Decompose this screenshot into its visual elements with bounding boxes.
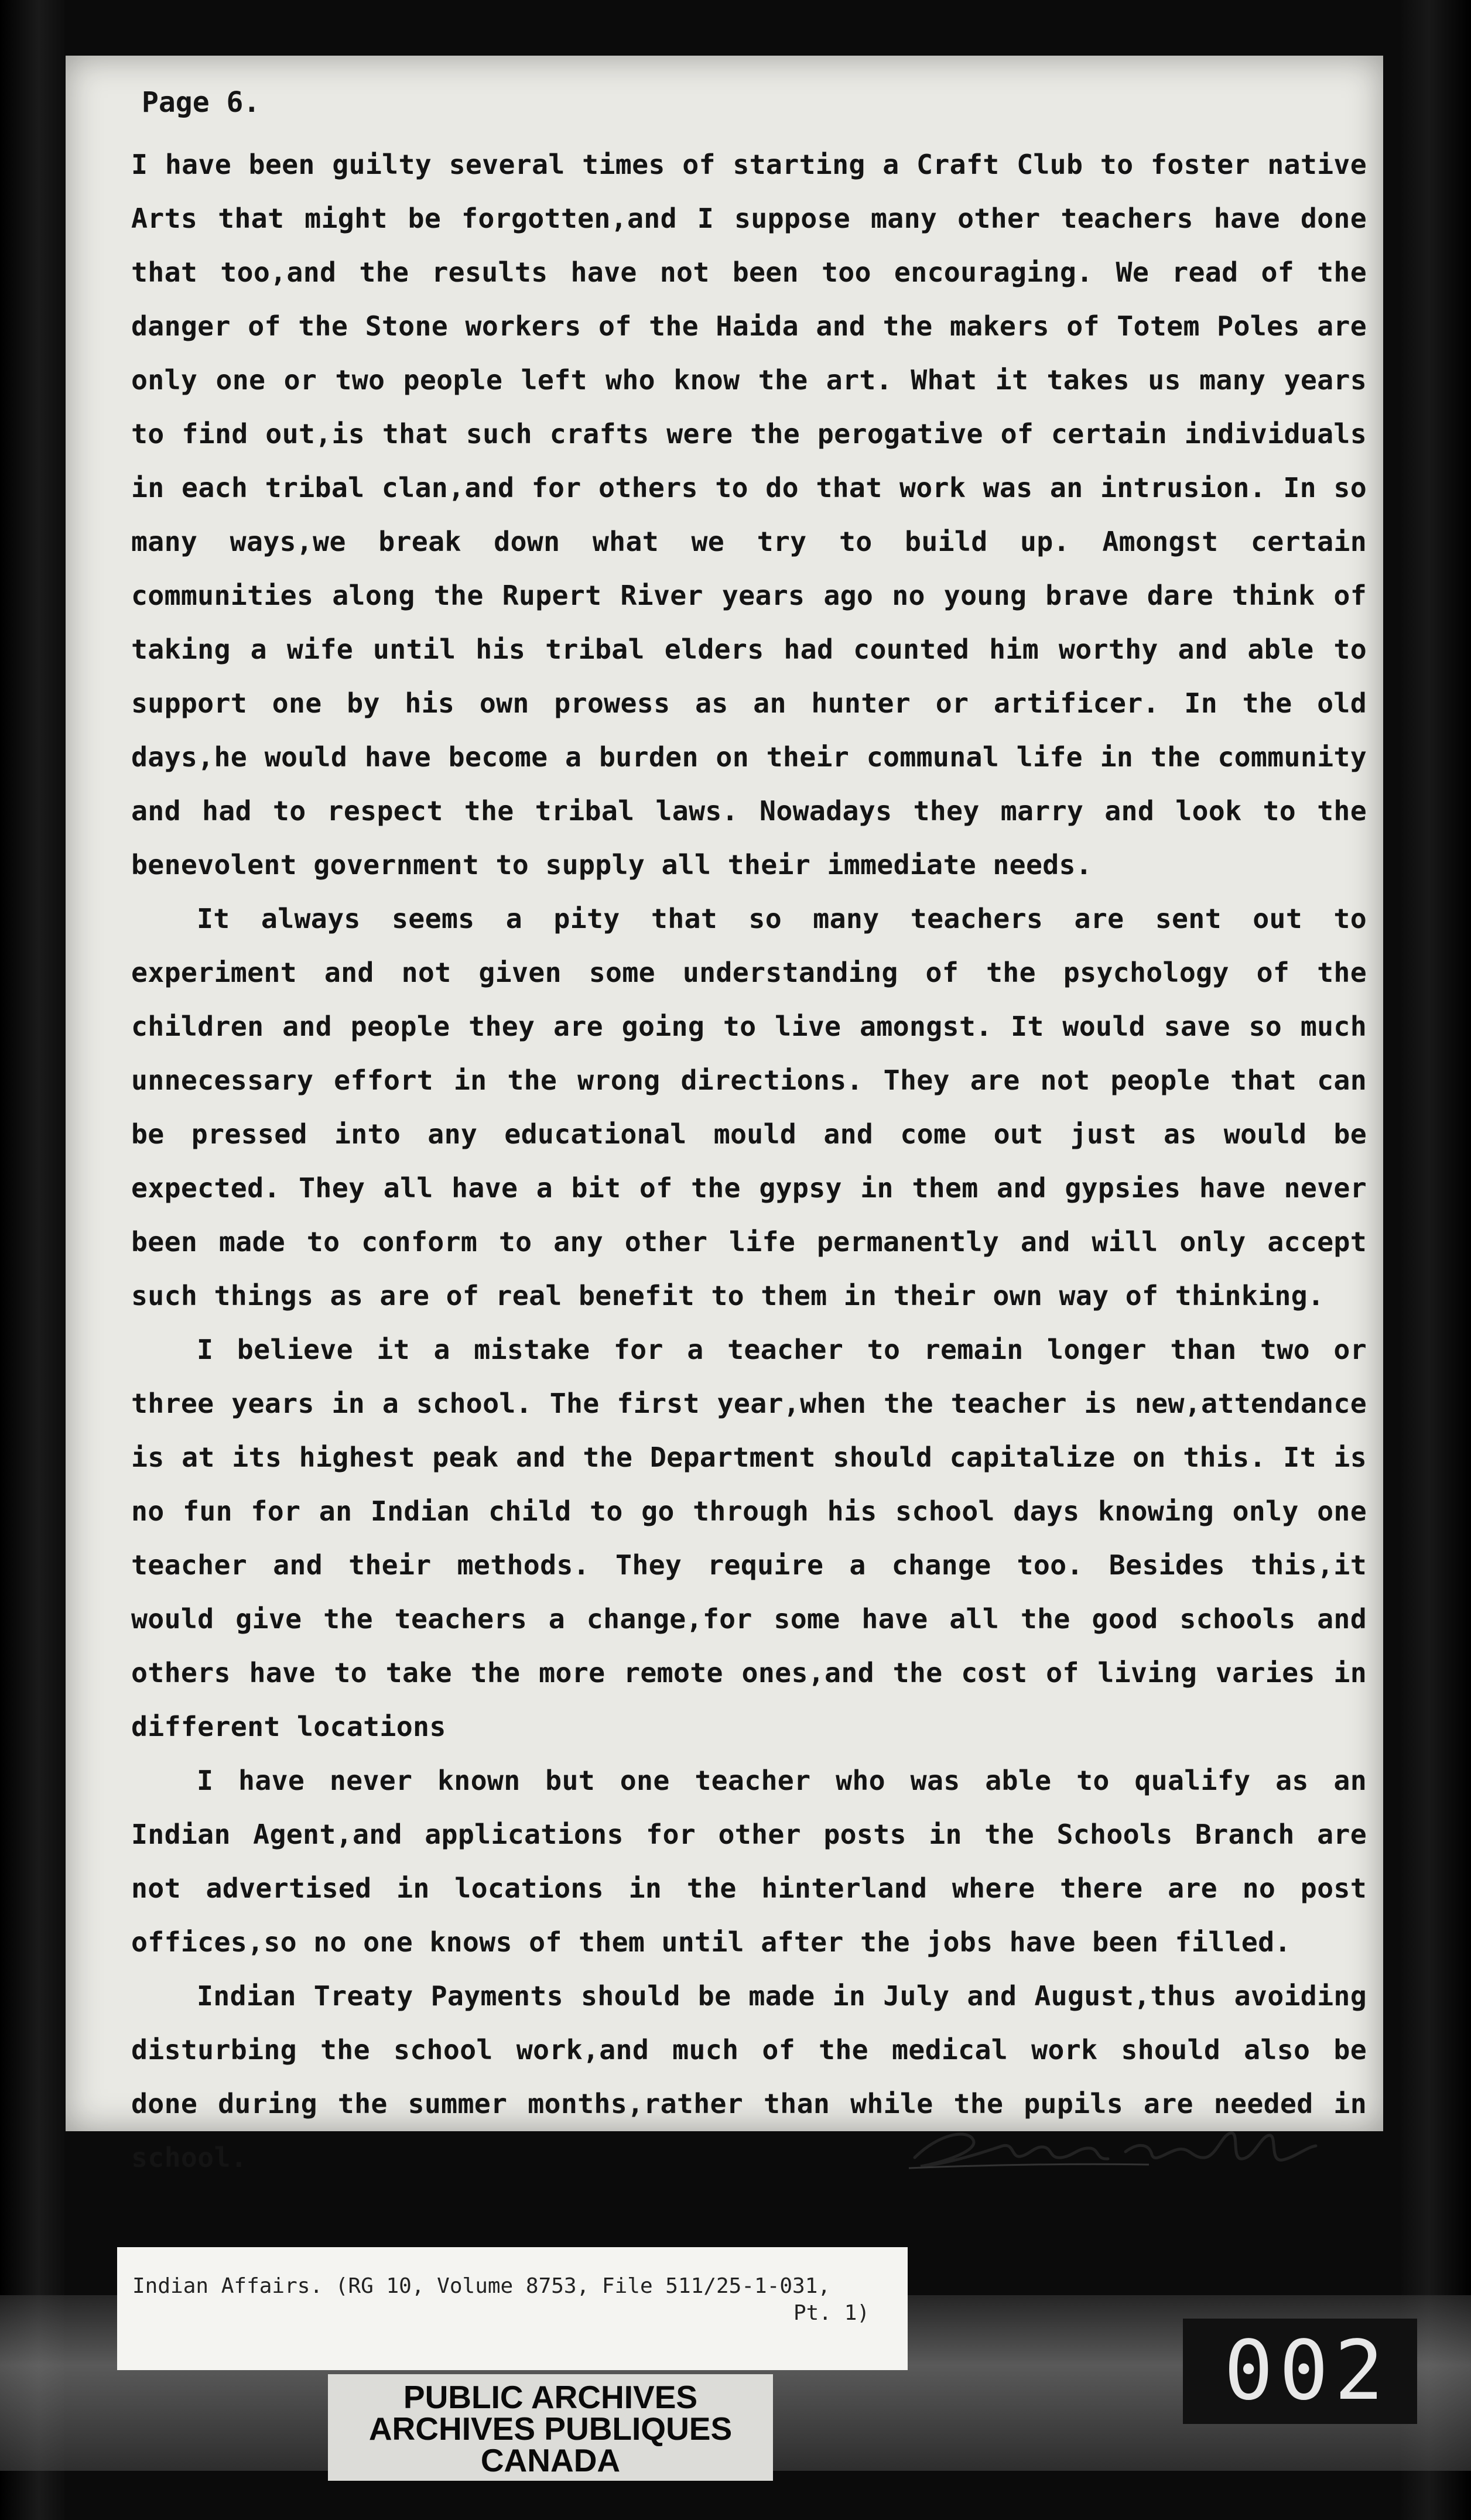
body-text [131, 138, 1367, 2185]
archives-stamp [328, 2374, 773, 2481]
citation-label [117, 2247, 908, 2370]
archives-line-2: ARCHIVES PUBLIQUES [368, 2411, 733, 2447]
film-edge-left [0, 0, 64, 2520]
film-edge-right [1401, 0, 1471, 2520]
citation-line-2: Pt. 1) [793, 2301, 870, 2325]
archives-line-1: PUBLIC ARCHIVES [403, 2379, 698, 2415]
typed-page [66, 56, 1383, 2173]
frame-code: 002 [1183, 2319, 1417, 2424]
handwritten-signature [903, 2111, 1325, 2175]
paragraph-2: It always seems a pity that so many teachers are sent out to experiment and not given some understanding of the psychology of the children and people they are going to live amongst. It would save so much unnecessary effort in the wrong directions. They are not people that can be pressed into any educational mould and come out just as would be expected. They all have a bit of the gypsy in them and gypsies have never been made to conform to any other life permanently and will only accept such things as are of real benefit to them in their own way of thinking. [131, 903, 1367, 1312]
paragraph-1: I have been guilty several times of starting a Craft Club to foster native Arts that might be forgotten,and I suppose many other teachers have done that too,and the results have not been too encouraging. We read of the danger of the Stone workers of the Haida and the makers of Totem Poles are only one or two people left who know the art. What it takes us many years to find out,is that such crafts were the perogative of certain individuals in each tribal clan,and for others to do that work was an intrusion. In so many ways,we break down what we try to build up. Amongst certain communities along the Rupert River years ago no young brave dare think of taking a wife until his tribal elders had counted him worthy and able to support one by his own prowess as an hunter or artificer. In the old days,he would have become a burden on their communal life in the community and had to respect the tribal laws. Nowadays they marry and look to the benevolent government to supply all their immediate needs. [131, 149, 1367, 881]
archives-line-3: CANADA [480, 2442, 621, 2478]
citation-line-1: Indian Affairs. (RG 10, Volume 8753, File 511/25-1-031, [132, 2274, 831, 2298]
paragraph-3: I believe it a mistake for a teacher to remain longer than two or three years in a school. The first year,when the teacher is new,attendance is at its highest peak and the Department should capitalize on this. It is no fun for an Indian child to go through his school days knowing only one teacher and their methods. They require a change too. Besides this,it would give the teachers a change,for some have all the good schools and others have to take the more remote ones,and the cost of living varies in different locations [131, 1334, 1367, 1742]
paragraph-5: Indian Treaty Payments should be made in July and August,thus avoiding disturbing the school work,and much of the medical work should also be done during the summer months,rather than while the pupils are needed in school. [131, 1980, 1367, 2173]
page-label: Page 6. [142, 86, 261, 119]
paragraph-4: I have never known but one teacher who was able to qualify as an Indian Agent,and applications for other posts in the Schools Branch are not advertised in locations in the hinterland where there are no post offices,so no one knows of them until after the jobs have been filled. [131, 1765, 1367, 1958]
